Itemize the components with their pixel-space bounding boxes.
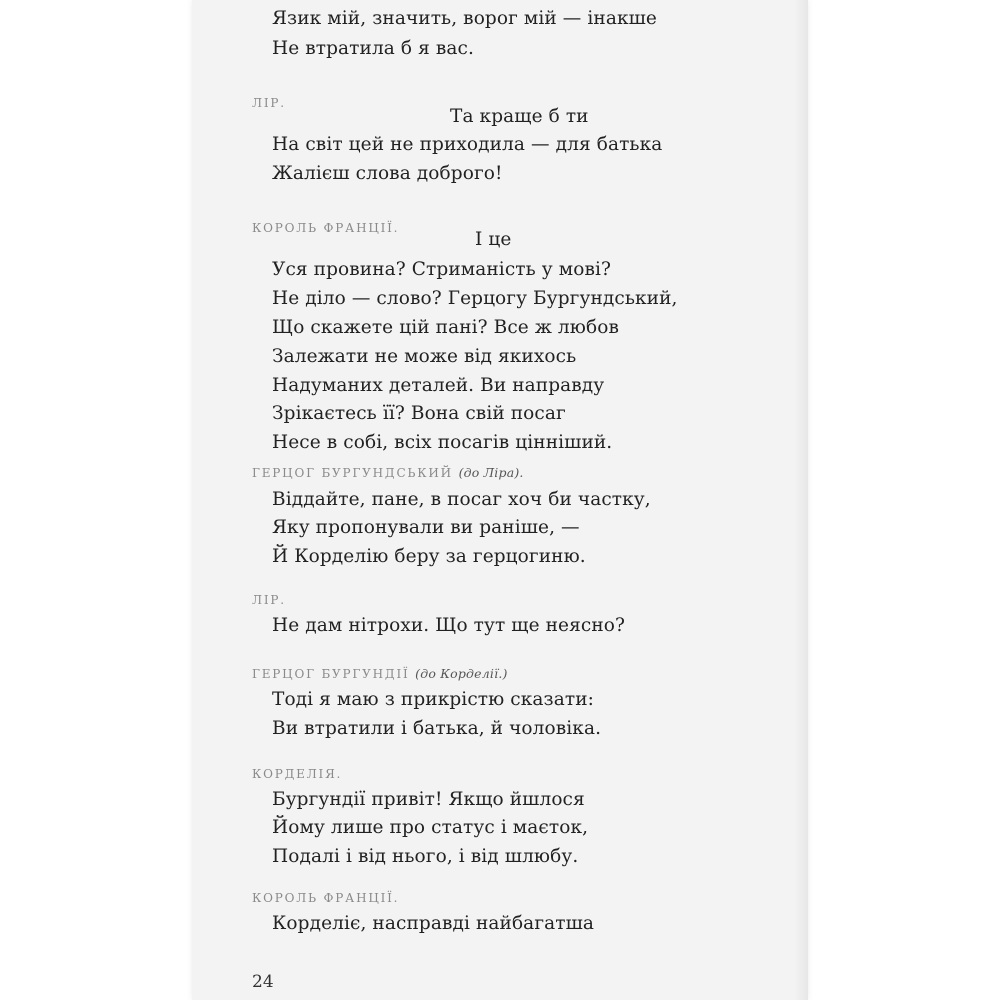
speaker-name: ЛІР. [252, 96, 286, 110]
verse-line: Несе в собі, всіх посагів цінніший. [272, 432, 613, 453]
verse-line: Яку пропонували ви раніше, — [272, 517, 580, 538]
verse-line: Й Корделію беру за герцогиню. [272, 546, 586, 567]
speaker-name: ЛІР. [252, 593, 286, 607]
verse-line: Та краще б ти [450, 106, 589, 127]
stage-direction: (до Корделії.) [415, 666, 508, 681]
verse-line: Віддайте, пане, в посаг хоч би частку, [272, 489, 651, 510]
speaker-name [252, 667, 508, 681]
page-text [192, 0, 808, 1000]
speaker-name-text: ГЕРЦОГ БУРГУНДІЇ [252, 667, 410, 681]
book-page [192, 0, 808, 1000]
verse-line: Йому лише про статус і маєток, [272, 817, 589, 838]
verse-line: І це [475, 229, 512, 250]
verse-line: Надуманих деталей. Ви направду [272, 375, 605, 396]
verse-line: Бургундії привіт! Якщо йшлося [272, 789, 585, 810]
verse-line: Тоді я маю з прикрістю сказати: [272, 689, 594, 710]
speaker-name: КОРДЕЛІЯ. [252, 767, 343, 781]
verse-line: На світ цей не приходила — для батька [272, 134, 663, 155]
verse-line: Залежати не може від якихось [272, 346, 577, 367]
stage-direction: (до Ліра). [458, 465, 524, 480]
verse-line: Не діло — слово? Герцогу Бургундський, [272, 288, 678, 309]
verse-line: Подалі і від нього, і від шлюбу. [272, 846, 579, 867]
speaker-name [252, 466, 524, 480]
speaker-name-text: ГЕРЦОГ БУРГУНДСЬКИЙ [252, 466, 453, 480]
speaker-name: КОРОЛЬ ФРАНЦІЇ. [252, 891, 400, 905]
verse-line: Зрікаєтесь її? Вона свій посаг [272, 403, 566, 424]
verse-line: Жалієш слова доброго! [272, 163, 503, 184]
verse-line: Уся провина? Стриманість у мові? [272, 259, 612, 280]
verse-line: Не втратила б я вас. [272, 38, 474, 59]
speaker-name: КОРОЛЬ ФРАНЦІЇ. [252, 221, 400, 235]
verse-line: Що скажете цій пані? Все ж любов [272, 317, 619, 338]
verse-line: Корделіє, насправді найбагатша [272, 913, 594, 934]
page-number: 24 [252, 972, 274, 992]
verse-line: Не дам нітрохи. Що тут ще неясно? [272, 615, 626, 636]
verse-line: Ви втратили і батька, й чоловіка. [272, 718, 602, 739]
verse-line: Язик мій, значить, ворог мій — інакше [272, 8, 657, 29]
